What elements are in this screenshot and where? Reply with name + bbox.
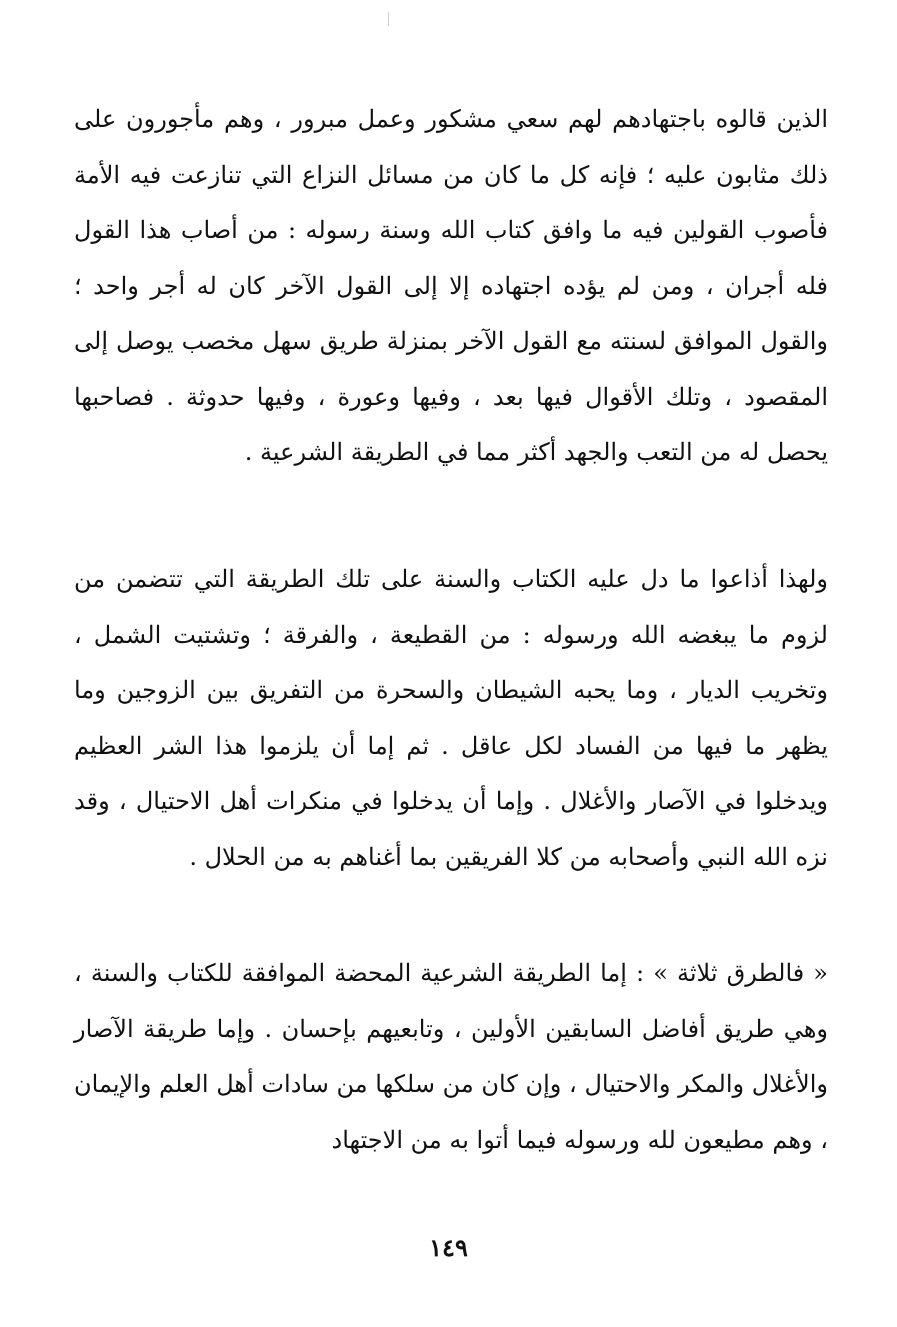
paragraph-2: [74, 552, 828, 885]
paragraph-3: [74, 946, 828, 1168]
scan-edge-mark: [388, 12, 389, 26]
page-number: ١٤٩: [429, 1233, 468, 1262]
paragraph-1-text: الذين قالوه باجتهادهم لهم سعي مشكور وعمل مبرور ، وهم مأجورون على ذلك مثابون عليه ؛ فإنه كل ما كان من مسائل النزاع التي تنازعت فيه الأمة فأصوب القولين فيه ما وافق كتاب الله وسنة رسوله : من أصاب هذا القول فله أجران ، ومن لم يؤده اجتهاده إلا إلى القول الآخر كان له أجر واحد ؛ والقول الموافق لسنته مع القول الآخر بمنزلة طريق سهل مخصب يوصل إلى المقصود ، وتلك الأقوال فيها بعد ، وفيها وعورة ، وفيها حدوثة . فصاحبها يحصل له من التعب والجهد أكثر مما في الطريقة الشرعية .: [74, 105, 828, 466]
paragraph-3-text: « فالطرق ثلاثة » : إما الطريقة الشرعية المحضة الموافقة للكتاب والسنة ، وهي طريق أفاضل السابقين الأولين ، وتابعيهم بإحسان . وإما طريقة الآصار والأغلال والمكر والاحتيال ، وإن كان من سلكها من سادات أهل العلم والإيمان ، وهم مطيعون لله ورسوله فيما أتوا به من الاجتهاد: [74, 959, 829, 1154]
paragraph-2-text: ولهذا أذاعوا ما دل عليه الكتاب والسنة على تلك الطريقة التي تتضمن من لزوم ما يبغضه الله ورسوله : من القطيعة ، والفرقة ؛ وتشتيت الشمل ، وتخريب الديار ، وما يحبه الشيطان والسحرة من التفريق بين الزوجين وما يظهر ما فيها من الفساد لكل عاقل . ثم إما أن يلزموا هذا الشر العظيم ويدخلوا في الآصار والأغلال . وإما أن يدخلوا في منكرات أهل الاحتيال ، وقد نزه الله النبي وأصحابه من كلا الفريقين بما أغناهم به من الحلال .: [74, 565, 828, 871]
paragraph-1: [74, 92, 828, 481]
